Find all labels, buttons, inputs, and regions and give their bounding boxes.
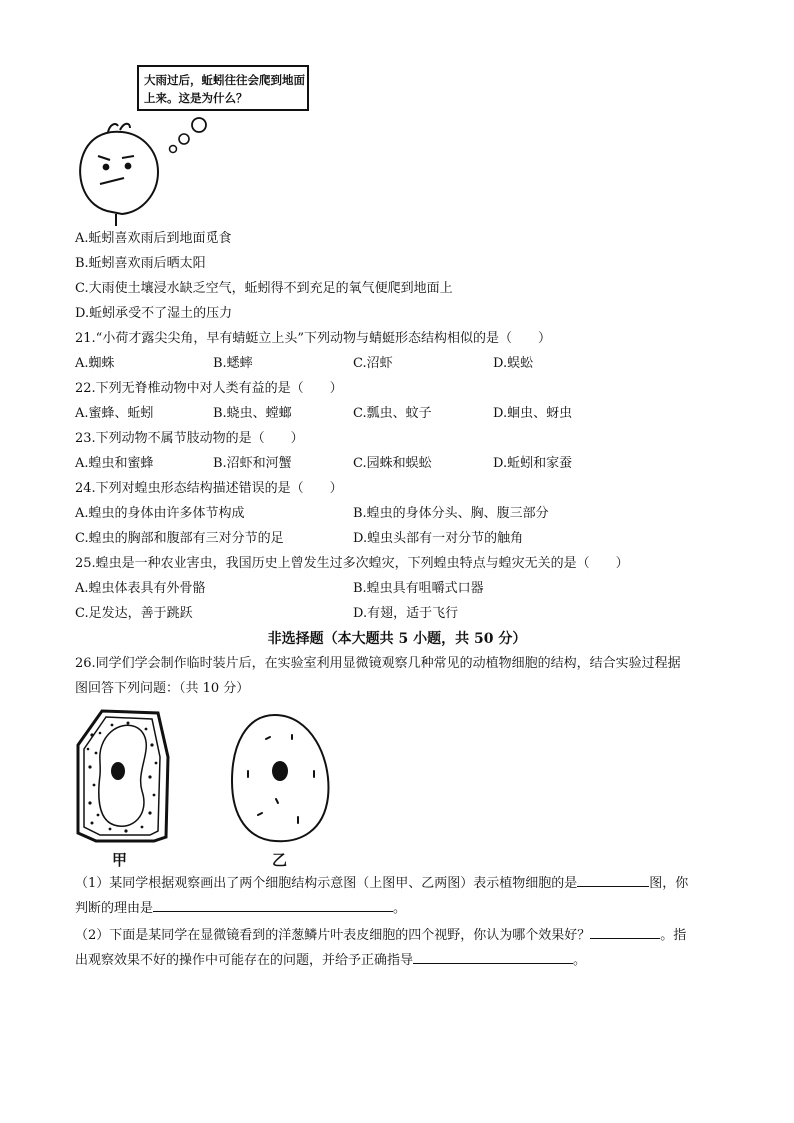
q22-option-d: D.蛔虫、蚜虫	[493, 406, 573, 421]
q21-stem: 21.“小荷才露尖尖角，早有蜻蜓立上头”下列动物与蜻蜓形态结构相似的是（ ）	[75, 331, 551, 346]
face-drawing	[80, 124, 158, 226]
q23-option-b: B.沼虾和河蟹	[213, 456, 292, 471]
q21-option-c: C.沼虾	[353, 356, 393, 371]
q21-option-b: B.蟋蟀	[213, 356, 253, 371]
animal-cell-yi	[232, 715, 328, 841]
q24-option-b: B.蝗虫的身体分头、胸、腹三部分	[353, 506, 549, 521]
q25-option-b: B.蝗虫具有咀嚼式口器	[353, 581, 484, 596]
q26-part1-text-c: 判断的理由是	[75, 901, 154, 916]
q26-part1-text-b: 图，你	[649, 876, 689, 891]
q26-part1-line1	[75, 873, 688, 893]
cell-diagrams	[70, 705, 360, 875]
q20-option-c: C.大雨使土壤浸水缺乏空气，蚯蚓得不到充足的氧气便爬到地面上	[75, 281, 453, 296]
animal-nucleus	[272, 761, 288, 781]
speech-text-line2: 上来。这是为什么？	[144, 91, 248, 105]
q26-part1-text-d: 。	[393, 901, 407, 916]
q26-part2-text-c: 出观察效果不好的操作中可能存在的问题，并给予正确指导	[75, 953, 414, 968]
speech-text-line1: 大雨过后，蚯蚓往往会爬到地面	[144, 73, 305, 87]
q25-option-c: C.足发达，善于跳跃	[75, 606, 193, 621]
q21-option-a: A.蜘蛛	[75, 356, 115, 371]
q22-option-a: A.蜜蜂、蚯蚓	[75, 406, 154, 421]
q25-option-d: D.有翅，适于飞行	[353, 606, 459, 621]
q24-option-a: A.蝗虫的身体由许多体节构成	[75, 506, 245, 521]
q25-stem: 25.蝗虫是一种农业害虫，我国历史上曾发生过多次蝗灾，下列蝗虫特点与蝗灾无关的是（ ）	[75, 556, 629, 571]
cartoon-illustration	[70, 60, 320, 230]
q24-option-d: D.蝗虫头部有一对分节的触角	[353, 531, 524, 546]
q20-option-a: A.蚯蚓喜欢雨后到地面觅食	[75, 231, 232, 246]
q25-option-a: A.蝗虫体表具有外骨骼	[75, 581, 206, 596]
q26-stem-line2: 图回答下列问题：（共 10 分）	[75, 681, 250, 696]
q26-part2-text-d: 。	[573, 953, 587, 968]
answer-blank-cell-type[interactable]	[577, 873, 649, 887]
q26-stem-line1: 26.同学们学会制作临时装片后，在实验室利用显微镜观察几种常见的动植物细胞的结构，结合实验过程据	[75, 656, 681, 671]
label-yi: 乙	[272, 851, 288, 869]
answer-blank-best-view[interactable]	[590, 925, 660, 939]
q23-option-c: C.园蛛和蜈蚣	[353, 456, 432, 471]
q22-stem: 22.下列无脊椎动物中对人类有益的是（ ）	[75, 381, 343, 396]
thought-dot-large	[192, 118, 206, 132]
q24-stem: 24.下列对蝗虫形态结构描述错误的是（ ）	[75, 481, 343, 496]
section-title: 非选择题（本大题共 5 小题，共 50 分）	[267, 631, 527, 647]
q26-part2-line2	[75, 950, 586, 970]
q23-option-d: D.蚯蚓和家蚕	[493, 456, 573, 471]
q22-option-b: B.蛲虫、螳螂	[213, 406, 292, 421]
q23-option-a: A.蝗虫和蜜蜂	[75, 456, 154, 471]
q21-option-d: D.蜈蚣	[493, 356, 534, 371]
q26-part2-line1	[75, 925, 686, 945]
q20-option-b: B.蚯蚓喜欢雨后晒太阳	[75, 256, 206, 271]
q26-part2-text-a: （2）下面是某同学在显微镜看到的洋葱鳞片叶表皮细胞的四个视野，你认为哪个效果好？	[75, 928, 591, 943]
answer-blank-guidance[interactable]	[413, 950, 573, 964]
q26-part1-text-a: （1）某同学根据观察画出了两个细胞结构示意图（上图甲、乙两图）表示植物细胞的是	[75, 876, 578, 891]
q26-part1-line2	[75, 898, 406, 918]
thought-dot-medium	[179, 134, 189, 144]
q23-stem: 23.下列动物不属节肢动物的是（ ）	[75, 431, 304, 446]
q20-option-d: D.蚯蚓承受不了湿土的压力	[75, 306, 233, 321]
answer-blank-reason[interactable]	[153, 898, 393, 912]
q26-part2-text-b: 。指	[660, 928, 687, 943]
q24-option-c: C.蝗虫的胸部和腹部有三对分节的足	[75, 531, 284, 546]
plant-nucleus	[111, 762, 125, 780]
label-jia: 甲	[112, 851, 128, 869]
q22-option-c: C.瓢虫、蚊子	[353, 406, 432, 421]
plant-cell-jia	[78, 711, 168, 841]
thought-dot-small	[170, 146, 177, 153]
